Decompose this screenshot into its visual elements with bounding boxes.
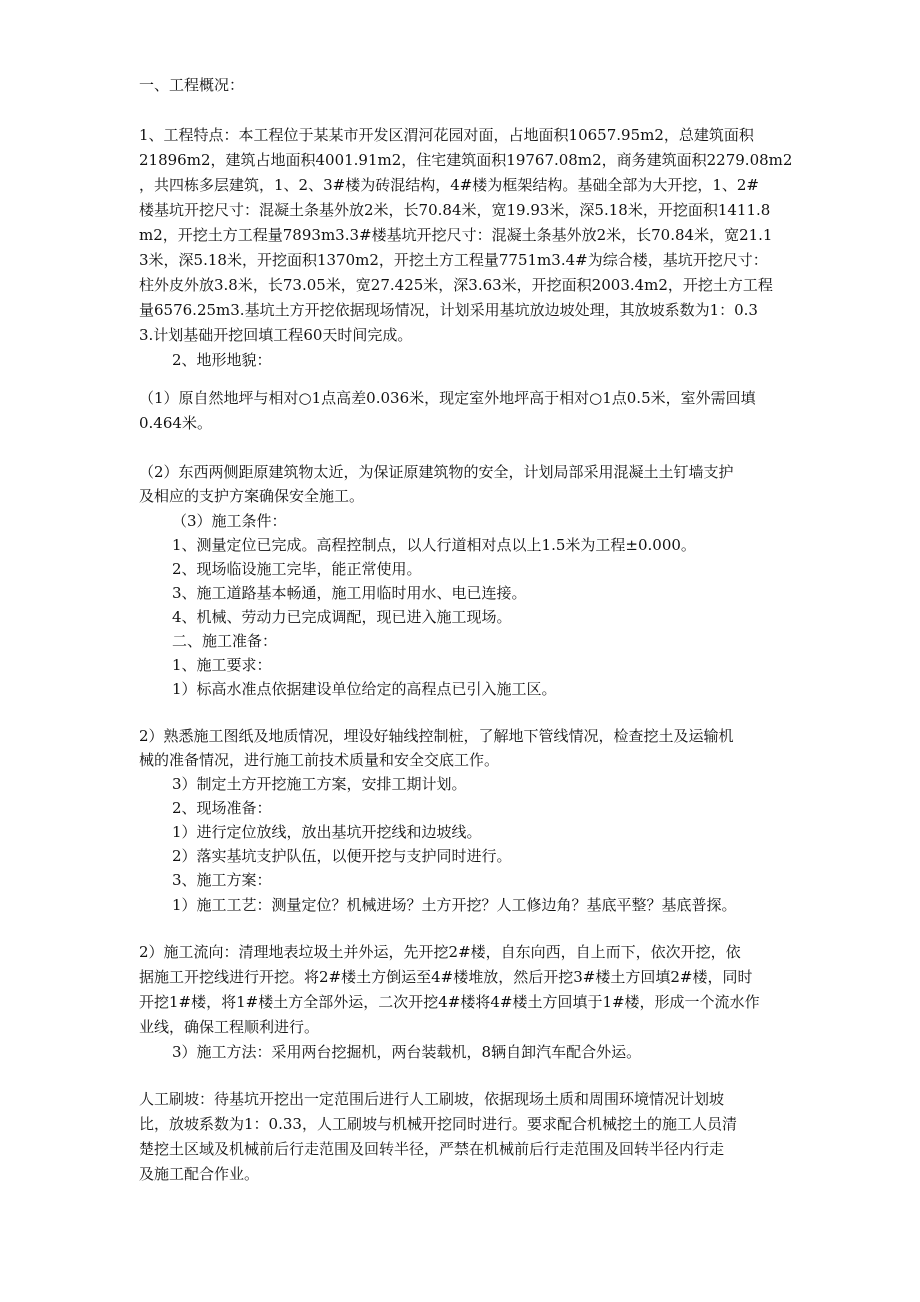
paragraph-line: 3.计划基础开挖回填工程60天时间完成。 [139, 326, 413, 344]
paragraph-line: 及施工配合作业。 [139, 1165, 260, 1183]
list-item: 1）进行定位放线，放出基坑开挖线和边坡线。 [172, 823, 482, 841]
paragraph-line: 2）施工流向：清理地表垃圾土并外运，先开挖2#楼，自东向西，自上而下，依次开挖，依 [139, 943, 741, 961]
list-item: 3、施工道路基本畅通，施工用临时用水、电已连接。 [172, 584, 527, 602]
paragraph-line: 开挖1#楼，将1#楼土方全部外运，二次开挖4#楼将4#楼土方回填于1#楼，形成一个流水作 [139, 993, 760, 1011]
section-heading: 一、工程概况： [139, 76, 245, 94]
subsection-heading: 3、施工方案： [172, 871, 272, 889]
list-item: 2）落实基坑支护队伍，以便开挖与支护同时进行。 [172, 847, 512, 865]
paragraph-line: 及相应的支护方案确保安全施工。 [139, 487, 365, 505]
list-item: 2、现场临设施工完毕，能正常使用。 [172, 560, 422, 578]
paragraph-line: 量6576.25m3.基坑土方开挖依据现场情况，计划采用基坑放边坡处理，其放坡系数为1：0.3 [139, 301, 758, 319]
paragraph-line: 3米，深5.18米，开挖面积1370m2，开挖土方工程量7751m3.4#为综合楼，基坑开挖尺寸： [139, 251, 768, 269]
subsection-heading: 2、地形地貌： [172, 351, 272, 369]
subsection-heading: （3）施工条件： [172, 512, 287, 530]
paragraph-line: （1）原自然地坪与相对○1点高差0.036米，现定室外地坪高于相对○1点0.5米，室外需回填 [139, 389, 756, 407]
paragraph-line: 21896m2，建筑占地面积4001.91m2，住宅建筑面积19767.08m2，商务建筑面积2279.08m2 [139, 151, 793, 169]
paragraph-line: 柱外皮外放3.8米，长73.05米，宽27.425米，深3.63米，开挖面积2003.4m2，开挖土方工程 [139, 276, 773, 294]
paragraph-line: 2）熟悉施工图纸及地质情况，埋设好轴线控制桩，了解地下管线情况，检查挖土及运输机 [139, 727, 734, 745]
list-item: 1、测量定位已完成。高程控制点，以人行道相对点以上1.5米为工程±0.000。 [172, 536, 696, 554]
paragraph-line: 械的准备情况，进行施工前技术质量和安全交底工作。 [139, 751, 500, 769]
paragraph-line: 业线，确保工程顺利进行。 [139, 1018, 320, 1036]
subsection-heading: 1、施工要求： [172, 656, 272, 674]
paragraph-line: 1、工程特点：本工程位于某某市开发区渭河花园对面，占地面积10657.95m2，总建筑面积 [139, 126, 754, 144]
subsection-heading: 2、现场准备： [172, 799, 272, 817]
list-item: 1）标高水准点依据建设单位给定的高程点已引入施工区。 [172, 680, 557, 698]
paragraph-line: 0.464米。 [139, 414, 212, 432]
paragraph-line: （2）东西两侧距原建筑物太近，为保证原建筑物的安全，计划局部采用混凝土土钉墙支护 [139, 463, 734, 481]
list-item: 3）施工方法：采用两台挖掘机，两台装载机，8辆自卸汽车配合外运。 [172, 1043, 642, 1061]
paragraph-line: 楚挖土区域及机械前后行走范围及回转半径，严禁在机械前后行走范围及回转半径内行走 [139, 1140, 725, 1158]
list-item: 3）制定土方开挖施工方案，安排工期计划。 [172, 775, 467, 793]
paragraph-line: m2，开挖土方工程量7893m3.3#楼基坑开挖尺寸：混凝土条基外放2米，长70.84米，宽21.1 [139, 226, 773, 244]
paragraph-line: 比，放坡系数为1：0.33，人工刷坡与机械开挖同时进行。要求配合机械挖土的施工人员清 [139, 1115, 737, 1133]
paragraph-line: 据施工开挖线进行开挖。将2#楼土方倒运至4#楼堆放，然后开挖3#楼土方回填2#楼，同时 [139, 968, 753, 986]
paragraph-line: 楼基坑开挖尺寸：混凝土条基外放2米，长70.84米，宽19.93米，深5.18米，开挖面积1411.8 [139, 201, 771, 219]
section-heading: 二、施工准备： [172, 632, 278, 650]
list-item: 4、机械、劳动力已完成调配，现已进入施工现场。 [172, 608, 512, 626]
list-item: 1）施工工艺：测量定位？机械进场？土方开挖？人工修边角？基底平整？基底普探。 [172, 896, 737, 914]
paragraph-line: 人工刷坡：待基坑开挖出一定范围后进行人工刷坡，依据现场土质和周围环境情况计划坡 [139, 1090, 725, 1108]
paragraph-line: ，共四栋多层建筑，1、2、3#楼为砖混结构，4#楼为框架结构。基础全部为大开挖，1、2# [139, 176, 759, 194]
